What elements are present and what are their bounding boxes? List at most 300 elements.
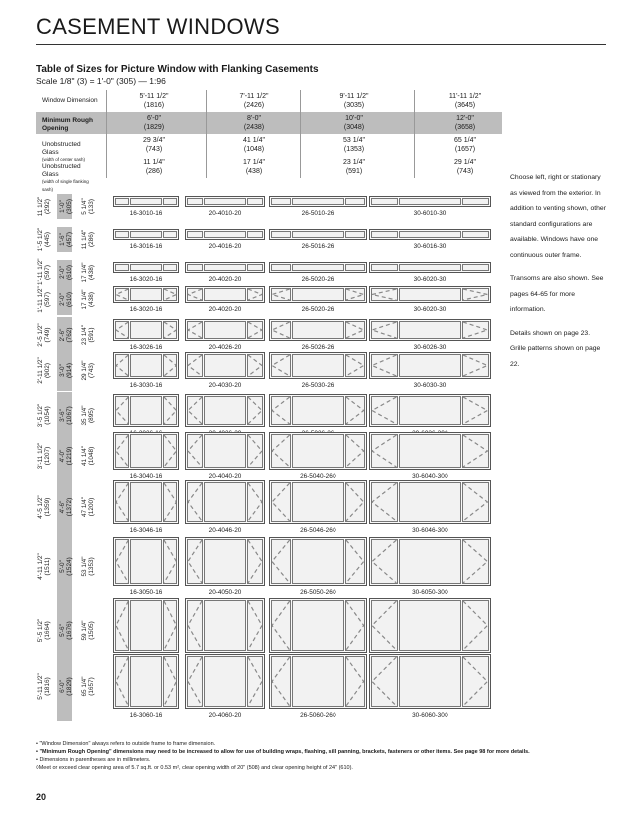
window-unit[interactable] bbox=[113, 229, 179, 240]
swing-line bbox=[372, 289, 396, 300]
window-unit[interactable] bbox=[185, 480, 265, 524]
picture-pane bbox=[292, 231, 344, 238]
picture-pane bbox=[115, 264, 129, 271]
picture-pane bbox=[292, 600, 344, 651]
footnote-rough-opening: • "Minimum Rough Opening" dimensions may need to be increased to allow for use of building wraps, flashing, sill panning, brackets, fasteners or other items. See page 98 for more details. bbox=[36, 749, 530, 755]
picture-pane bbox=[204, 288, 246, 301]
picture-pane bbox=[462, 264, 488, 271]
header-row bbox=[36, 156, 502, 192]
row-dimension bbox=[37, 652, 51, 721]
swing-line bbox=[188, 540, 202, 583]
casement-pane bbox=[371, 656, 397, 707]
hinge-swing-lines bbox=[248, 435, 262, 467]
casement-pane bbox=[115, 396, 129, 425]
window-unit[interactable] bbox=[113, 352, 179, 379]
casement-pane bbox=[271, 354, 291, 377]
hinge-swing-lines bbox=[372, 601, 396, 650]
row-dimension-mm: (1359) bbox=[44, 497, 51, 517]
casement-pane bbox=[462, 396, 488, 425]
hinge-swing-lines bbox=[164, 435, 176, 467]
footnote-window-dimension: • "Window Dimension" always refers to outside frame to frame dimension. bbox=[36, 741, 216, 747]
header-cell-mm: (3658) bbox=[454, 124, 476, 131]
row-dimension-mm: (1207) bbox=[44, 446, 51, 466]
swing-line bbox=[116, 483, 128, 521]
casement-pane bbox=[371, 321, 397, 339]
swing-line bbox=[463, 435, 487, 467]
unit-code: 20-4020-20 bbox=[208, 306, 242, 313]
picture-pane bbox=[204, 264, 246, 271]
hinge-swing-lines bbox=[116, 397, 128, 424]
header-cell bbox=[210, 158, 298, 176]
header-divider bbox=[106, 90, 107, 112]
casement-pane bbox=[247, 482, 263, 522]
picture-pane bbox=[204, 600, 246, 651]
casement-pane bbox=[115, 321, 129, 339]
casement-pane bbox=[115, 656, 129, 707]
window-unit[interactable] bbox=[185, 229, 265, 240]
header-cell-mm: (3645) bbox=[454, 102, 476, 109]
header-row-label: Unobstructed Glass (width of center sash) bbox=[42, 141, 98, 164]
row-dimension-feet: 29 1/4" bbox=[81, 360, 88, 381]
header-cell-feet: 41 1/4" bbox=[243, 137, 265, 144]
casement-pane bbox=[163, 600, 177, 651]
hinge-swing-lines bbox=[463, 540, 487, 583]
header-row-sublabel: (width of center sash) bbox=[42, 157, 86, 162]
casement-pane bbox=[371, 539, 397, 584]
row-dimension-feet: 2'-0" bbox=[59, 266, 66, 279]
casement-pane bbox=[163, 434, 177, 468]
window-unit[interactable] bbox=[269, 480, 367, 524]
casement-pane bbox=[247, 396, 263, 425]
header-divider bbox=[106, 156, 107, 178]
swing-line bbox=[248, 601, 262, 650]
unit-code: 16-3016-16 bbox=[129, 243, 163, 250]
header-cell-mm: (3035) bbox=[343, 102, 365, 109]
swing-line bbox=[164, 397, 176, 424]
hinge-swing-lines bbox=[272, 483, 290, 521]
header-cell-mm: (2438) bbox=[243, 124, 265, 131]
casement-pane bbox=[271, 321, 291, 339]
window-unit[interactable] bbox=[185, 537, 265, 586]
hinge-swing-lines bbox=[463, 657, 487, 706]
row-dimension-feet: 17 1/4" bbox=[81, 289, 88, 310]
row-dimension bbox=[59, 478, 73, 536]
hinge-swing-lines bbox=[116, 540, 128, 583]
window-unit[interactable] bbox=[369, 598, 491, 653]
hinge-swing-lines bbox=[116, 355, 128, 376]
swing-line bbox=[188, 289, 202, 300]
header-divider bbox=[206, 156, 207, 178]
swing-line bbox=[188, 397, 202, 424]
header-divider bbox=[300, 134, 301, 156]
hinge-swing-lines bbox=[272, 289, 290, 300]
picture-pane bbox=[371, 231, 397, 238]
hinge-swing-lines bbox=[346, 397, 364, 424]
picture-pane bbox=[399, 264, 460, 271]
row-dimension-mm: (597) bbox=[44, 292, 51, 307]
header-cell-mm: (3048) bbox=[343, 124, 365, 131]
picture-pane bbox=[462, 198, 488, 205]
window-unit[interactable] bbox=[369, 196, 491, 207]
picture-pane bbox=[399, 321, 460, 339]
unit-code: 26-5026-26 bbox=[301, 344, 335, 351]
window-unit[interactable] bbox=[369, 537, 491, 586]
picture-pane bbox=[292, 264, 344, 271]
header-cell-mm: (2426) bbox=[243, 102, 265, 109]
picture-pane bbox=[130, 354, 162, 377]
header-row bbox=[36, 134, 502, 162]
row-dimension-feet: 1'-5 1/2" bbox=[37, 227, 44, 252]
row-dimension bbox=[59, 430, 73, 482]
window-unit[interactable] bbox=[369, 262, 491, 273]
swing-line bbox=[346, 355, 364, 376]
header-divider bbox=[414, 156, 415, 178]
picture-pane bbox=[399, 656, 460, 707]
swing-line bbox=[188, 322, 202, 338]
window-unit[interactable] bbox=[369, 654, 491, 709]
row-dimension-feet: 4'-6" bbox=[59, 500, 66, 514]
row-dimension-mm: (914) bbox=[66, 363, 73, 378]
header-cell bbox=[110, 136, 198, 154]
header-cell-mm: (1829) bbox=[143, 124, 165, 131]
page-number: 20 bbox=[36, 792, 47, 802]
header-divider bbox=[206, 134, 207, 156]
picture-pane bbox=[292, 288, 344, 301]
swing-line bbox=[346, 601, 364, 650]
picture-pane bbox=[345, 198, 365, 205]
window-unit[interactable] bbox=[269, 352, 367, 379]
window-unit[interactable] bbox=[369, 229, 491, 240]
casement-pane bbox=[187, 321, 203, 339]
unit-code: 30-6040-30◊ bbox=[412, 473, 448, 480]
picture-pane bbox=[271, 264, 291, 271]
hinge-swing-lines bbox=[188, 435, 202, 467]
hinge-swing-lines bbox=[346, 289, 364, 300]
row-dimension-mm: (591) bbox=[88, 327, 95, 343]
casement-pane bbox=[187, 656, 203, 707]
casement-pane bbox=[247, 321, 263, 339]
window-unit[interactable] bbox=[369, 432, 491, 470]
picture-pane bbox=[130, 539, 162, 584]
picture-pane bbox=[130, 321, 162, 339]
row-dimension-mm: (1664) bbox=[44, 621, 51, 640]
row-dimension-mm: (1048) bbox=[88, 446, 95, 466]
swing-line bbox=[463, 483, 487, 521]
hinge-swing-lines bbox=[248, 601, 262, 650]
table-subtitle: Table of Sizes for Picture Window with Flanking Casements bbox=[36, 64, 319, 75]
casement-pane bbox=[371, 288, 397, 301]
window-unit[interactable] bbox=[113, 480, 179, 524]
swing-line bbox=[272, 601, 290, 650]
row-dimension bbox=[59, 284, 73, 315]
picture-pane bbox=[115, 231, 129, 238]
header-cell bbox=[304, 136, 404, 154]
picture-pane bbox=[345, 264, 365, 271]
row-dimension-feet: 23 1/4" bbox=[81, 324, 88, 346]
header-divider bbox=[206, 112, 207, 134]
picture-pane bbox=[130, 600, 162, 651]
hinge-swing-lines bbox=[346, 540, 364, 583]
hinge-swing-lines bbox=[346, 657, 364, 706]
hinge-swing-lines bbox=[164, 657, 176, 706]
window-unit[interactable] bbox=[369, 394, 491, 427]
picture-pane bbox=[399, 231, 460, 238]
window-unit[interactable] bbox=[113, 196, 179, 207]
header-cell-mm: (1657) bbox=[454, 146, 476, 153]
casement-pane bbox=[115, 600, 129, 651]
swing-line bbox=[346, 397, 364, 424]
window-unit[interactable] bbox=[185, 286, 265, 303]
row-dimension-mm: (1505) bbox=[88, 621, 95, 640]
casement-pane bbox=[247, 288, 263, 301]
swing-line bbox=[116, 657, 128, 706]
unit-code: 26-5010-26 bbox=[301, 210, 335, 217]
swing-line bbox=[463, 322, 487, 338]
hinge-swing-lines bbox=[188, 355, 202, 376]
hinge-swing-lines bbox=[248, 657, 262, 706]
row-dimension-mm: (292) bbox=[44, 199, 51, 214]
picture-pane bbox=[204, 198, 246, 205]
header-cell-mm: (286) bbox=[145, 168, 163, 175]
hinge-swing-lines bbox=[372, 355, 396, 376]
unit-code: 20-4050-20 bbox=[208, 589, 242, 596]
unit-code: 26-5040-26◊ bbox=[300, 473, 336, 480]
unit-code: 20-4016-20 bbox=[208, 243, 242, 250]
window-unit[interactable] bbox=[113, 262, 179, 273]
casement-pane bbox=[115, 288, 129, 301]
window-unit[interactable] bbox=[269, 196, 367, 207]
casement-pane bbox=[345, 354, 365, 377]
row-dimension-feet: 35 1/4" bbox=[81, 405, 88, 426]
window-unit[interactable] bbox=[113, 394, 179, 427]
swing-line bbox=[164, 289, 176, 300]
unit-code: 26-5020-26 bbox=[301, 276, 335, 283]
hinge-swing-lines bbox=[372, 483, 396, 521]
hinge-swing-lines bbox=[272, 540, 290, 583]
hinge-swing-lines bbox=[372, 322, 396, 338]
header-cell bbox=[418, 92, 512, 110]
unit-code: 16-3060-16 bbox=[129, 712, 163, 719]
window-unit[interactable] bbox=[113, 654, 179, 709]
row-dimension-feet: 5'-11 1/2" bbox=[37, 673, 44, 700]
picture-pane bbox=[204, 434, 246, 468]
swing-line bbox=[188, 435, 202, 467]
window-unit[interactable] bbox=[369, 352, 491, 379]
window-unit[interactable] bbox=[113, 286, 179, 303]
casement-pane bbox=[115, 482, 129, 522]
window-unit[interactable] bbox=[369, 319, 491, 341]
casement-pane bbox=[271, 288, 291, 301]
casement-pane bbox=[247, 354, 263, 377]
picture-pane bbox=[345, 231, 365, 238]
picture-pane bbox=[130, 482, 162, 522]
casement-pane bbox=[163, 656, 177, 707]
picture-pane bbox=[204, 396, 246, 425]
row-dimension-mm: (762) bbox=[66, 327, 73, 343]
picture-pane bbox=[292, 198, 344, 205]
casement-pane bbox=[345, 288, 365, 301]
row-dimension bbox=[59, 227, 73, 252]
swing-line bbox=[164, 601, 176, 650]
header-cell bbox=[418, 114, 512, 132]
swing-line bbox=[372, 483, 396, 521]
swing-line bbox=[164, 322, 176, 338]
picture-pane bbox=[115, 198, 129, 205]
window-unit[interactable] bbox=[269, 319, 367, 341]
casement-pane bbox=[345, 321, 365, 339]
side-notes bbox=[510, 170, 606, 380]
unit-code: 16-3046-16 bbox=[129, 527, 163, 534]
window-unit[interactable] bbox=[369, 286, 491, 303]
picture-pane bbox=[399, 539, 460, 584]
swing-line bbox=[248, 657, 262, 706]
hinge-swing-lines bbox=[346, 601, 364, 650]
window-unit[interactable] bbox=[269, 537, 367, 586]
window-unit[interactable] bbox=[369, 480, 491, 524]
casement-pane bbox=[247, 434, 263, 468]
picture-pane bbox=[163, 198, 177, 205]
window-unit[interactable] bbox=[185, 196, 265, 207]
picture-pane bbox=[130, 656, 162, 707]
hinge-swing-lines bbox=[164, 540, 176, 583]
header-row-sublabel: (width of single flanking sash) bbox=[42, 179, 89, 192]
hinge-swing-lines bbox=[188, 657, 202, 706]
picture-pane bbox=[462, 231, 488, 238]
page-title: CASEMENT WINDOWS bbox=[36, 14, 280, 39]
unit-code: 20-4020-20 bbox=[208, 276, 242, 283]
window-unit[interactable] bbox=[185, 654, 265, 709]
swing-line bbox=[372, 322, 396, 338]
scale-note: Scale 1/8" (3) = 1'-0" (305) — 1:96 bbox=[36, 76, 166, 86]
window-unit[interactable] bbox=[269, 432, 367, 470]
casement-pane bbox=[271, 539, 291, 584]
casement-pane bbox=[247, 600, 263, 651]
unit-code: 26-5016-26 bbox=[301, 243, 335, 250]
picture-pane bbox=[292, 396, 344, 425]
swing-line bbox=[116, 397, 128, 424]
header-cell-feet: 29 3/4" bbox=[143, 137, 165, 144]
casement-pane bbox=[371, 396, 397, 425]
swing-line bbox=[188, 483, 202, 521]
header-divider bbox=[300, 156, 301, 178]
hinge-swing-lines bbox=[463, 483, 487, 521]
header-cell bbox=[304, 158, 404, 176]
row-dimension-feet: 5'-0" bbox=[59, 560, 66, 573]
hinge-swing-lines bbox=[248, 397, 262, 424]
row-dimension bbox=[37, 317, 51, 353]
swing-line bbox=[372, 355, 396, 376]
header-row-label: Minimum Rough Opening bbox=[42, 117, 93, 132]
row-dimension-feet: 17 1/4" bbox=[81, 262, 88, 283]
header-cell-mm: (743) bbox=[145, 146, 163, 153]
swing-line bbox=[248, 289, 262, 300]
row-dimension-mm: (902) bbox=[44, 363, 51, 378]
casement-pane bbox=[345, 434, 365, 468]
window-unit[interactable] bbox=[185, 319, 265, 341]
swing-line bbox=[116, 540, 128, 583]
picture-pane bbox=[371, 264, 397, 271]
picture-pane bbox=[247, 198, 263, 205]
window-unit[interactable] bbox=[269, 654, 367, 709]
window-unit[interactable] bbox=[269, 394, 367, 427]
window-unit[interactable] bbox=[269, 286, 367, 303]
row-dimension-mm: (1829) bbox=[66, 677, 73, 696]
hinge-swing-lines bbox=[346, 483, 364, 521]
swing-line bbox=[272, 657, 290, 706]
swing-line bbox=[346, 435, 364, 467]
swing-line bbox=[346, 483, 364, 521]
header-cell-feet: 11'-11 1/2" bbox=[448, 93, 482, 100]
picture-pane bbox=[292, 539, 344, 584]
window-unit[interactable] bbox=[113, 537, 179, 586]
hinge-swing-lines bbox=[463, 601, 487, 650]
unit-code: 26-5030-26 bbox=[301, 382, 335, 389]
window-unit[interactable] bbox=[113, 319, 179, 341]
row-dimension-feet: 2'-11 1/2" bbox=[37, 357, 44, 384]
picture-pane bbox=[247, 231, 263, 238]
window-unit[interactable] bbox=[185, 432, 265, 470]
row-dimension bbox=[59, 350, 73, 391]
picture-pane bbox=[204, 321, 246, 339]
window-unit[interactable] bbox=[185, 598, 265, 653]
header-divider bbox=[300, 112, 301, 134]
row-dimension-mm: (1372) bbox=[66, 497, 73, 517]
hinge-swing-lines bbox=[463, 322, 487, 338]
row-dimension-mm: (445) bbox=[44, 232, 51, 247]
row-dimension bbox=[37, 350, 51, 391]
row-dimension-feet: 2'-5 1/2" bbox=[37, 323, 44, 347]
header-divider bbox=[206, 90, 207, 112]
swing-line bbox=[372, 435, 396, 467]
hinge-swing-lines bbox=[272, 601, 290, 650]
unit-code: 20-4040-20 bbox=[208, 473, 242, 480]
unit-code: 26-5046-26◊ bbox=[300, 527, 336, 534]
header-cell-mm: (591) bbox=[345, 168, 363, 175]
window-unit[interactable] bbox=[185, 262, 265, 273]
window-unit[interactable] bbox=[185, 394, 265, 427]
picture-pane bbox=[399, 482, 460, 522]
hinge-swing-lines bbox=[372, 289, 396, 300]
casement-pane bbox=[163, 482, 177, 522]
window-unit[interactable] bbox=[269, 262, 367, 273]
window-unit[interactable] bbox=[113, 432, 179, 470]
picture-pane bbox=[247, 264, 263, 271]
window-unit[interactable] bbox=[113, 598, 179, 653]
swing-line bbox=[116, 435, 128, 467]
header-cell bbox=[418, 158, 512, 176]
unit-code: 30-6030-30 bbox=[413, 382, 447, 389]
swing-line bbox=[463, 289, 487, 300]
swing-line bbox=[272, 289, 290, 300]
casement-pane bbox=[115, 354, 129, 377]
row-dimension-feet: 1'-6" bbox=[59, 233, 66, 246]
row-dimension-feet: 5'-5 1/2" bbox=[37, 618, 44, 643]
header-cell-feet: 11 1/4" bbox=[143, 159, 165, 166]
row-dimension-mm: (133) bbox=[88, 199, 95, 214]
row-dimension-mm: (749) bbox=[44, 327, 51, 343]
hinge-swing-lines bbox=[188, 397, 202, 424]
picture-pane bbox=[399, 600, 460, 651]
window-unit[interactable] bbox=[269, 598, 367, 653]
swing-line bbox=[164, 657, 176, 706]
casement-pane bbox=[271, 600, 291, 651]
window-unit[interactable] bbox=[185, 352, 265, 379]
casement-pane bbox=[163, 288, 177, 301]
window-unit[interactable] bbox=[269, 229, 367, 240]
swing-line bbox=[463, 657, 487, 706]
row-dimension bbox=[37, 260, 51, 285]
row-dimension bbox=[59, 535, 73, 598]
